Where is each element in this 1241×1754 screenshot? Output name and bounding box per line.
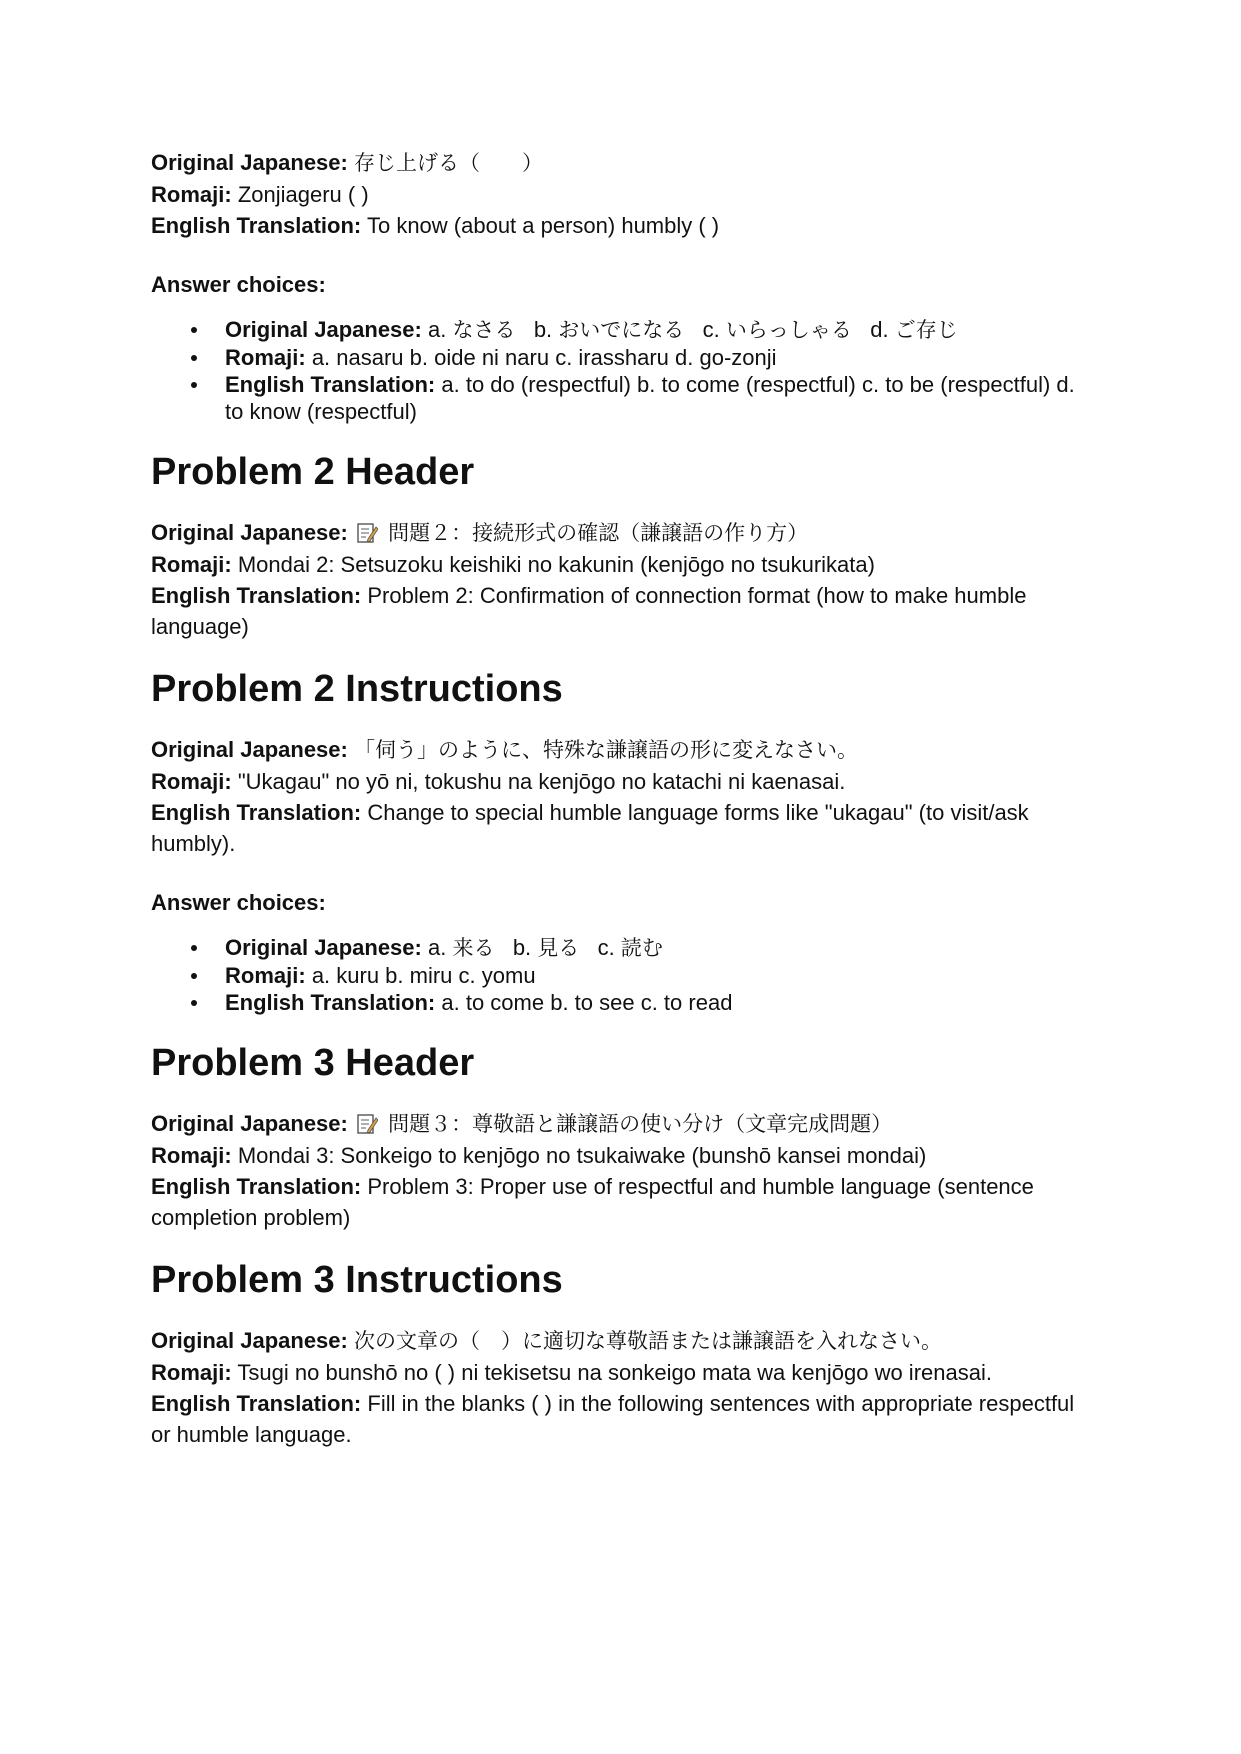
p1-romaji-line [151,179,1091,210]
p1-original-line [151,147,1091,179]
choice-letter: b. [533,317,553,342]
english-label: English Translation: [225,372,436,397]
romaji-label: Romaji: [151,1360,232,1385]
choice-jp: 来る [452,936,495,960]
p2i-original-text: 「伺う」のように、特殊な謙譲語の形に変えなさい。 [353,738,858,762]
original-label: Original Japanese: [151,1111,348,1136]
p3i-english-line [151,1388,1091,1450]
choice-letter: c. [702,317,720,342]
p2h-original-text: 問題２：接続形式の確認（謙譲語の作り方） [388,521,809,545]
p3h-english-line [151,1171,1091,1233]
p3h-original-text: 問題３：尊敬語と謙譲語の使い分け（文章完成問題） [388,1112,893,1136]
choice-jp: 見る [537,936,580,960]
p3h-romaji-text: Mondai 3: Sonkeigo to kenjōgo no tsukaiwake (bunshō kansei mondai) [237,1143,927,1168]
choice-jp: ご存じ [894,318,958,342]
romaji-label: Romaji: [225,345,306,370]
memo-icon [356,522,378,544]
original-label: Original Japanese: [151,150,348,175]
english-label: English Translation: [151,800,362,825]
p1-english-line [151,210,1091,241]
p1-choices-list [151,316,1091,425]
romaji-label: Romaji: [151,1143,232,1168]
p2-answer-choices-title: Answer choices: [151,890,326,915]
romaji-label: Romaji: [151,182,232,207]
p2h-english-text: Problem 2: Confirmation of connection format (how to make humble language) [151,583,1027,639]
p2i-english-text: Change to special humble language forms like "ukagau" (to visit/ask humbly). [151,800,1029,856]
p2i-english-line [151,797,1091,859]
p3i-original-text: 次の文章の（ ）に適切な尊敬語または謙譲語を入れなさい。 [353,1329,942,1353]
original-label: Original Japanese: [225,317,422,342]
p2h-english-line [151,580,1091,642]
english-label: English Translation: [151,213,362,238]
english-label: English Translation: [225,990,436,1015]
memo-icon [356,1113,378,1135]
p3h-romaji-line [151,1140,1091,1171]
p2i-romaji-line [151,766,1091,797]
original-label: Original Japanese: [225,935,422,960]
p3i-original-line [151,1325,1091,1357]
romaji-label: Romaji: [151,769,232,794]
choice-jp: いらっしゃる [725,318,852,342]
romaji-label: Romaji: [151,552,232,577]
list-item [225,989,1091,1016]
p2h-romaji-line [151,549,1091,580]
p3i-english-text: Fill in the blanks ( ) in the following sentences with appropriate respectful or humble language. [151,1391,1075,1447]
english-label: English Translation: [151,1391,362,1416]
p1-romaji-text: Zonjiageru ( ) [237,182,369,207]
p1-choices-romaji: a. nasaru b. oide ni naru c. irassharu d. go-zonji [311,345,777,370]
choice-letter: d. [870,317,889,342]
document-page [151,147,1091,1450]
p2-choices-romaji: a. kuru b. miru c. yomu [311,963,536,988]
list-item [225,371,1091,425]
list-item [225,962,1091,989]
p1-original-text: 存じ上げる（ ） [353,151,543,175]
p2i-original-line [151,734,1091,766]
p2h-romaji-text: Mondai 2: Setsuzoku keishiki no kakunin (kenjōgo no tsukurikata) [237,552,875,577]
english-label: English Translation: [151,583,362,608]
original-label: Original Japanese: [151,520,348,545]
p3h-original-line [151,1108,1091,1140]
p2-choices-english: a. to come b. to see c. to read [441,990,733,1015]
p3i-romaji-text: Tsugi no bunshō no ( ) ni tekisetsu na sonkeigo mata wa kenjōgo wo irenasai. [237,1360,992,1385]
list-item [225,344,1091,371]
problem3-instructions-title: Problem 3 Instructions [151,1259,563,1301]
romaji-label: Romaji: [225,963,306,988]
p1-choices-english: a. to do (respectful) b. to come (respectful) c. to be (respectful) d. to know (respectful) [225,372,1075,424]
p2-choices-list [151,934,1091,1016]
p2i-romaji-text: "Ukagau" no yō ni, tokushu na kenjōgo no katachi ni kaenasai. [237,769,846,794]
p2h-original-line [151,517,1091,549]
problem2-instructions-title: Problem 2 Instructions [151,668,563,710]
original-label: Original Japanese: [151,737,348,762]
choice-letter: a. [427,935,447,960]
choice-letter: b. [512,935,532,960]
choice-letter: a. [427,317,447,342]
list-item [225,934,1091,962]
original-label: Original Japanese: [151,1328,348,1353]
p1-english-text: To know (about a person) humbly ( ) [366,213,720,238]
choice-jp: 読む [620,936,663,960]
choice-letter: c. [597,935,615,960]
choice-jp: なさる [452,318,516,342]
problem3-header-title: Problem 3 Header [151,1042,475,1084]
p3i-romaji-line [151,1357,1091,1388]
english-label: English Translation: [151,1174,362,1199]
p1-answer-choices-title: Answer choices: [151,272,326,297]
choice-jp: おいでになる [558,318,685,342]
list-item [225,316,1091,344]
p3h-english-text: Problem 3: Proper use of respectful and humble language (sentence completion problem) [151,1174,1034,1230]
problem2-header-title: Problem 2 Header [151,451,475,493]
